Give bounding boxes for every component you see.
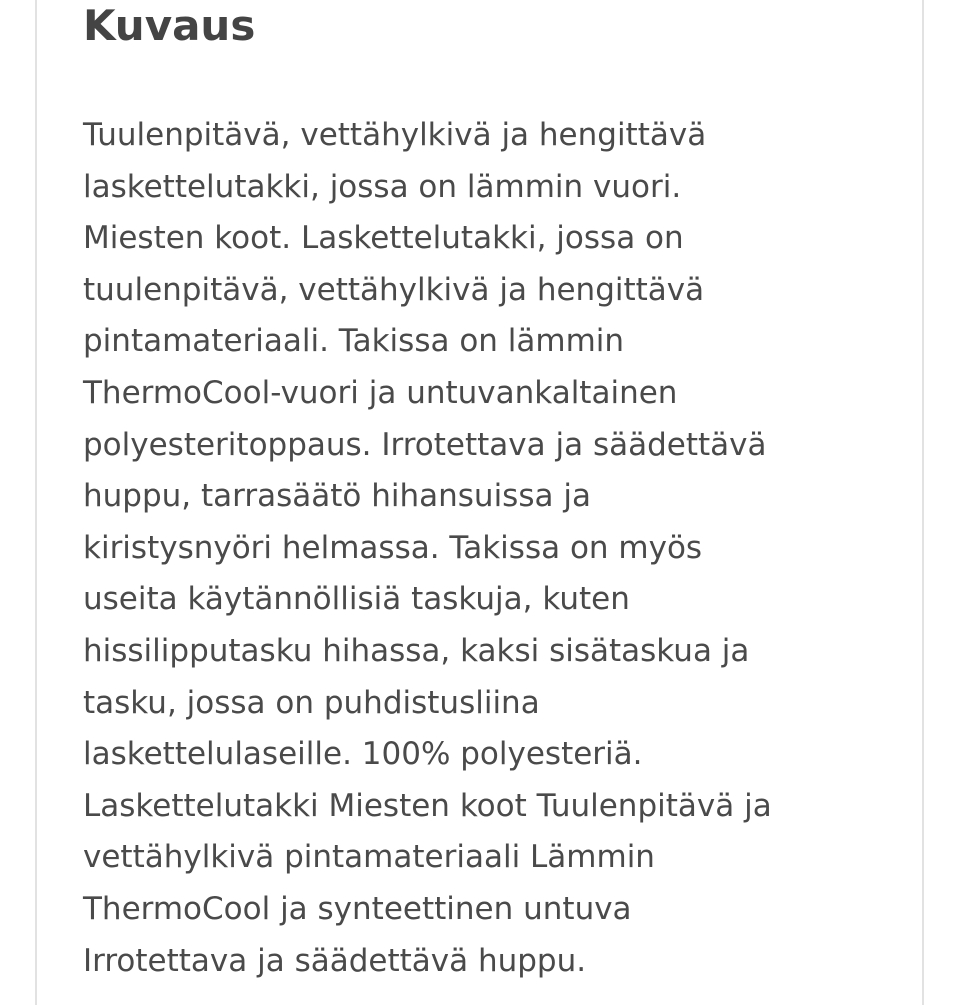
description-line: ThermoCool-vuori ja untuvankaltainen	[83, 374, 678, 411]
product-description-panel	[35, 0, 924, 1005]
description-line: Laskettelutakki Miesten koot Tuulenpitävä ja	[83, 787, 772, 824]
description-line: hissilipputasku hihassa, kaksi sisätaskua ja	[83, 632, 750, 669]
description-line: huppu, tarrasäätö hihansuissa ja	[83, 478, 591, 515]
description-line: Irrotettava ja säädettävä huppu.	[83, 942, 587, 979]
description-line: pintamateriaali. Takissa on lämmin	[83, 323, 625, 360]
description-line: tasku, jossa on puhdistusliina	[83, 684, 540, 721]
description-line: Tuulenpitävä, vettähylkivä ja hengittävä	[83, 117, 707, 153]
description-line: Miesten koot. Laskettelutakki, jossa on	[83, 220, 684, 257]
description-line: laskettelutakki, jossa on lämmin vuori.	[83, 168, 682, 205]
product-description-text	[83, 110, 883, 987]
description-line: kiristysnyöri helmassa. Takissa on myös	[83, 529, 703, 566]
description-line: vettähylkivä pintamateriaali Lämmin	[83, 839, 655, 876]
description-line: ThermoCool ja synteettinen untuva	[83, 890, 632, 927]
description-line: tuulenpitävä, vettähylkivä ja hengittävä	[83, 271, 705, 308]
description-line: laskettelulaseille. 100% polyesteriä.	[83, 736, 643, 773]
description-line: polyesteritoppaus. Irrotettava ja säädettävä	[83, 426, 767, 463]
description-line: useita käytännöllisiä taskuja, kuten	[83, 581, 630, 618]
section-heading: Kuvaus	[83, 1, 256, 50]
